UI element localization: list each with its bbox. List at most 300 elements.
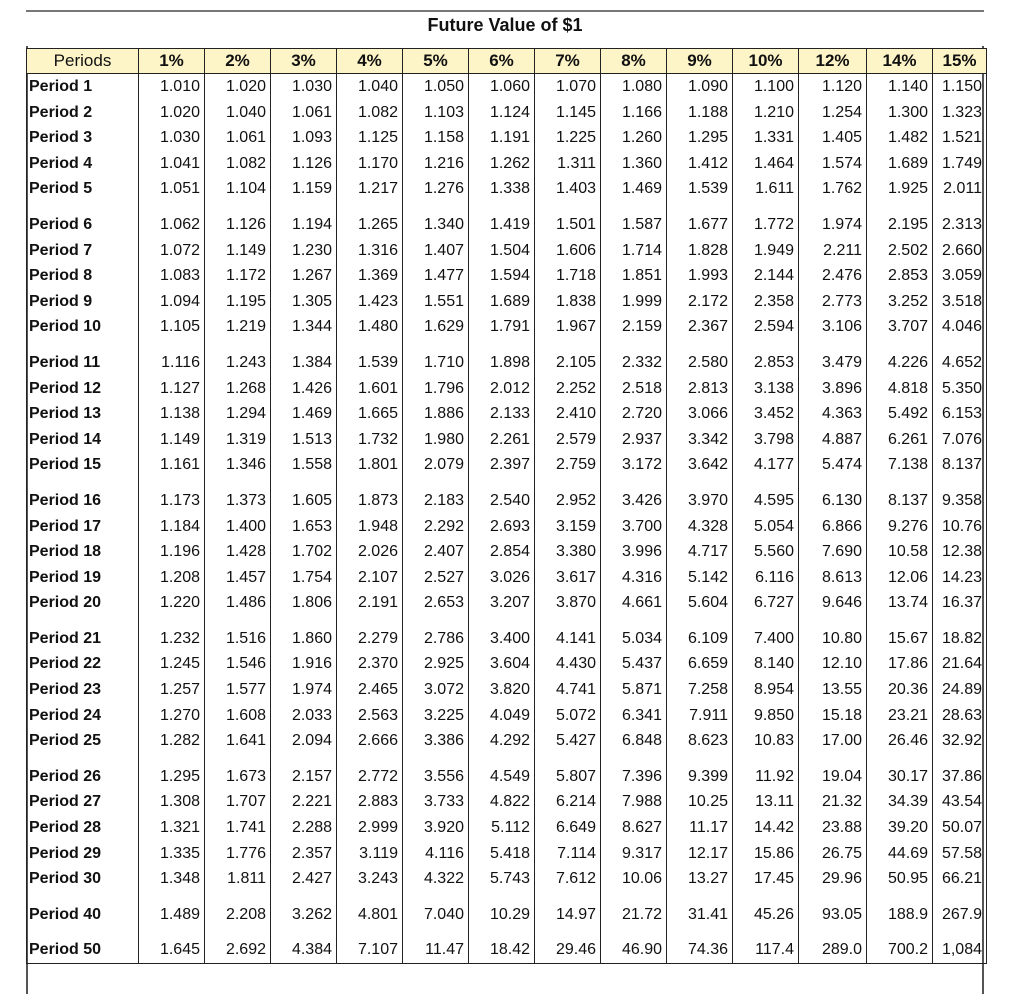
value-cell: 2.159 — [601, 314, 667, 340]
value-cell: 1.041 — [139, 151, 205, 177]
value-cell: 1.594 — [469, 263, 535, 289]
column-header-rate: 12% — [799, 49, 867, 74]
value-cell: 2.579 — [535, 427, 601, 453]
value-cell: 2.191 — [337, 590, 403, 616]
value-cell: 15.18 — [799, 703, 867, 729]
value-cell: 1.173 — [139, 478, 205, 514]
value-cell: 21.32 — [799, 789, 867, 815]
value-cell: 1.762 — [799, 176, 867, 202]
value-cell: 2.211 — [799, 238, 867, 264]
value-cell: 14.23 — [933, 565, 987, 591]
value-cell: 3.207 — [469, 590, 535, 616]
value-cell: 2.952 — [535, 478, 601, 514]
value-cell: 1.791 — [469, 314, 535, 340]
value-cell: 267.9 — [933, 892, 987, 928]
value-cell: 1.082 — [337, 100, 403, 126]
value-cell: 3.252 — [867, 289, 933, 315]
value-cell: 2.427 — [271, 866, 337, 892]
value-cell: 3.380 — [535, 539, 601, 565]
value-cell: 2.540 — [469, 478, 535, 514]
value-cell: 50.07 — [933, 815, 987, 841]
value-cell: 1.608 — [205, 703, 271, 729]
value-cell: 1.126 — [205, 202, 271, 238]
value-cell: 1.170 — [337, 151, 403, 177]
table-row — [27, 539, 987, 565]
value-cell: 1.316 — [337, 238, 403, 264]
header-row — [27, 49, 987, 74]
value-cell: 5.474 — [799, 452, 867, 478]
value-cell: 1.419 — [469, 202, 535, 238]
value-cell: 6.649 — [535, 815, 601, 841]
value-cell: 1.373 — [205, 478, 271, 514]
value-cell: 1.191 — [469, 125, 535, 151]
value-cell: 1.898 — [469, 340, 535, 376]
value-cell: 1.093 — [271, 125, 337, 151]
table-body — [27, 74, 987, 964]
value-cell: 1.811 — [205, 866, 271, 892]
value-cell: 4.661 — [601, 590, 667, 616]
value-cell: 1.282 — [139, 728, 205, 754]
value-cell: 7.107 — [337, 927, 403, 963]
value-cell: 3.426 — [601, 478, 667, 514]
value-cell: 1.772 — [733, 202, 799, 238]
value-cell: 12.10 — [799, 651, 867, 677]
value-cell: 6.866 — [799, 514, 867, 540]
row-label: Period 13 — [27, 401, 139, 427]
table-row — [27, 514, 987, 540]
column-header-rate: 3% — [271, 49, 337, 74]
value-cell: 3.798 — [733, 427, 799, 453]
value-cell: 2.208 — [205, 892, 271, 928]
value-cell: 7.988 — [601, 789, 667, 815]
value-cell: 1.828 — [667, 238, 733, 264]
value-cell: 3.820 — [469, 677, 535, 703]
value-cell: 1.061 — [205, 125, 271, 151]
value-cell: 2.854 — [469, 539, 535, 565]
value-cell: 1.104 — [205, 176, 271, 202]
value-cell: 1.196 — [139, 539, 205, 565]
value-cell: 1.741 — [205, 815, 271, 841]
value-cell: 2.133 — [469, 401, 535, 427]
value-cell: 9.646 — [799, 590, 867, 616]
value-cell: 2.144 — [733, 263, 799, 289]
value-cell: 1.262 — [469, 151, 535, 177]
value-cell: 7.911 — [667, 703, 733, 729]
row-label: Period 10 — [27, 314, 139, 340]
value-cell: 4.292 — [469, 728, 535, 754]
value-cell: 8.613 — [799, 565, 867, 591]
value-cell: 1.219 — [205, 314, 271, 340]
value-cell: 4.328 — [667, 514, 733, 540]
value-cell: 39.20 — [867, 815, 933, 841]
value-cell: 1.707 — [205, 789, 271, 815]
value-cell: 1.149 — [205, 238, 271, 264]
value-cell: 1.702 — [271, 539, 337, 565]
future-value-table — [26, 48, 987, 964]
value-cell: 30.17 — [867, 754, 933, 790]
column-header-rate: 2% — [205, 49, 271, 74]
value-cell: 8.137 — [867, 478, 933, 514]
value-cell: 4.049 — [469, 703, 535, 729]
row-label: Period 16 — [27, 478, 139, 514]
value-cell: 3.225 — [403, 703, 469, 729]
value-cell: 29.46 — [535, 927, 601, 963]
value-cell: 5.418 — [469, 841, 535, 867]
value-cell: 15.67 — [867, 616, 933, 652]
value-cell: 1.710 — [403, 340, 469, 376]
value-cell: 2.026 — [337, 539, 403, 565]
row-label: Period 19 — [27, 565, 139, 591]
column-header-rate: 14% — [867, 49, 933, 74]
value-cell: 1.489 — [139, 892, 205, 928]
value-cell: 11.17 — [667, 815, 733, 841]
value-cell: 9.317 — [601, 841, 667, 867]
value-cell: 5.072 — [535, 703, 601, 729]
value-cell: 2.693 — [469, 514, 535, 540]
value-cell: 9.358 — [933, 478, 987, 514]
value-cell: 3.920 — [403, 815, 469, 841]
table-row — [27, 651, 987, 677]
value-cell: 1.539 — [667, 176, 733, 202]
value-cell: 15.86 — [733, 841, 799, 867]
value-cell: 289.0 — [799, 927, 867, 963]
value-cell: 1.344 — [271, 314, 337, 340]
value-cell: 1.265 — [337, 202, 403, 238]
value-cell: 2.786 — [403, 616, 469, 652]
table-row — [27, 289, 987, 315]
value-cell: 46.90 — [601, 927, 667, 963]
value-cell: 2.853 — [733, 340, 799, 376]
value-cell: 5.034 — [601, 616, 667, 652]
value-cell: 3.072 — [403, 677, 469, 703]
value-cell: 3.479 — [799, 340, 867, 376]
page-title: Future Value of $1 — [427, 15, 583, 35]
value-cell: 1.606 — [535, 238, 601, 264]
value-cell: 1.546 — [205, 651, 271, 677]
column-header-rate: 15% — [933, 49, 987, 74]
value-cell: 4.177 — [733, 452, 799, 478]
value-cell: 2.195 — [867, 202, 933, 238]
value-cell: 6.727 — [733, 590, 799, 616]
value-cell: 1.860 — [271, 616, 337, 652]
value-cell: 5.604 — [667, 590, 733, 616]
value-cell: 1.188 — [667, 100, 733, 126]
row-label: Period 1 — [27, 74, 139, 100]
value-cell: 1.504 — [469, 238, 535, 264]
value-cell: 1.138 — [139, 401, 205, 427]
column-header-rate: 5% — [403, 49, 469, 74]
value-cell: 1.645 — [139, 927, 205, 963]
value-cell: 2.332 — [601, 340, 667, 376]
value-cell: 1.974 — [271, 677, 337, 703]
value-cell: 10.83 — [733, 728, 799, 754]
value-cell: 2.563 — [337, 703, 403, 729]
value-cell: 1.806 — [271, 590, 337, 616]
value-cell: 7.612 — [535, 866, 601, 892]
value-cell: 2.367 — [667, 314, 733, 340]
value-cell: 4.226 — [867, 340, 933, 376]
value-cell: 2.370 — [337, 651, 403, 677]
value-cell: 6.153 — [933, 401, 987, 427]
value-cell: 1.601 — [337, 376, 403, 402]
value-cell: 1.230 — [271, 238, 337, 264]
value-cell: 6.261 — [867, 427, 933, 453]
row-label: Period 2 — [27, 100, 139, 126]
value-cell: 7.076 — [933, 427, 987, 453]
row-label: Period 3 — [27, 125, 139, 151]
value-cell: 11.47 — [403, 927, 469, 963]
value-cell: 3.556 — [403, 754, 469, 790]
value-cell: 3.642 — [667, 452, 733, 478]
value-cell: 3.996 — [601, 539, 667, 565]
value-cell: 7.138 — [867, 452, 933, 478]
value-cell: 4.818 — [867, 376, 933, 402]
value-cell: 4.887 — [799, 427, 867, 453]
value-cell: 1.689 — [469, 289, 535, 315]
value-cell: 1.319 — [205, 427, 271, 453]
row-label: Period 15 — [27, 452, 139, 478]
value-cell: 1.216 — [403, 151, 469, 177]
table-row — [27, 74, 987, 100]
value-cell: 7.114 — [535, 841, 601, 867]
value-cell: 1.641 — [205, 728, 271, 754]
column-header-rate: 7% — [535, 49, 601, 74]
row-label: Period 29 — [27, 841, 139, 867]
value-cell: 1.172 — [205, 263, 271, 289]
value-cell: 28.63 — [933, 703, 987, 729]
value-cell: 3.066 — [667, 401, 733, 427]
value-cell: 1.405 — [799, 125, 867, 151]
value-cell: 2.660 — [933, 238, 987, 264]
value-cell: 1.051 — [139, 176, 205, 202]
value-cell: 4.430 — [535, 651, 601, 677]
value-cell: 1.254 — [799, 100, 867, 126]
value-cell: 1.949 — [733, 238, 799, 264]
value-cell: 7.258 — [667, 677, 733, 703]
value-cell: 2.773 — [799, 289, 867, 315]
value-cell: 1.061 — [271, 100, 337, 126]
value-cell: 7.396 — [601, 754, 667, 790]
column-header-rate: 6% — [469, 49, 535, 74]
value-cell: 12.06 — [867, 565, 933, 591]
value-cell: 1.796 — [403, 376, 469, 402]
value-cell: 1.754 — [271, 565, 337, 591]
value-cell: 5.112 — [469, 815, 535, 841]
value-cell: 5.054 — [733, 514, 799, 540]
value-cell: 2.925 — [403, 651, 469, 677]
value-cell: 26.46 — [867, 728, 933, 754]
table-row — [27, 176, 987, 202]
value-cell: 3.617 — [535, 565, 601, 591]
value-cell: 5.142 — [667, 565, 733, 591]
value-cell: 1.993 — [667, 263, 733, 289]
value-cell: 1.040 — [337, 74, 403, 100]
value-cell: 2.288 — [271, 815, 337, 841]
value-cell: 1.308 — [139, 789, 205, 815]
value-cell: 1.158 — [403, 125, 469, 151]
value-cell: 3.518 — [933, 289, 987, 315]
value-cell: 1.457 — [205, 565, 271, 591]
value-cell: 3.896 — [799, 376, 867, 402]
value-cell: 2.527 — [403, 565, 469, 591]
value-cell: 1.243 — [205, 340, 271, 376]
value-cell: 45.26 — [733, 892, 799, 928]
row-label: Period 23 — [27, 677, 139, 703]
value-cell: 1.220 — [139, 590, 205, 616]
value-cell: 37.86 — [933, 754, 987, 790]
table-row — [27, 238, 987, 264]
value-cell: 1.412 — [667, 151, 733, 177]
value-cell: 3.707 — [867, 314, 933, 340]
value-cell: 1.369 — [337, 263, 403, 289]
table-row — [27, 927, 987, 963]
row-label: Period 40 — [27, 892, 139, 928]
value-cell: 1.426 — [271, 376, 337, 402]
value-cell: 1.010 — [139, 74, 205, 100]
value-cell: 2.157 — [271, 754, 337, 790]
value-cell: 5.871 — [601, 677, 667, 703]
value-cell: 2.313 — [933, 202, 987, 238]
value-cell: 6.109 — [667, 616, 733, 652]
value-cell: 4.801 — [337, 892, 403, 928]
row-label: Period 27 — [27, 789, 139, 815]
value-cell: 5.560 — [733, 539, 799, 565]
table-row — [27, 728, 987, 754]
value-cell: 6.116 — [733, 565, 799, 591]
value-cell: 4.549 — [469, 754, 535, 790]
value-cell: 3.733 — [403, 789, 469, 815]
value-cell: 10.80 — [799, 616, 867, 652]
value-cell: 5.350 — [933, 376, 987, 402]
value-cell: 29.96 — [799, 866, 867, 892]
value-cell: 1.030 — [271, 74, 337, 100]
value-cell: 1.225 — [535, 125, 601, 151]
value-cell: 2.357 — [271, 841, 337, 867]
row-label: Period 24 — [27, 703, 139, 729]
value-cell: 3.026 — [469, 565, 535, 591]
value-cell: 1.105 — [139, 314, 205, 340]
value-cell: 4.316 — [601, 565, 667, 591]
value-cell: 1.513 — [271, 427, 337, 453]
row-label: Period 14 — [27, 427, 139, 453]
value-cell: 50.95 — [867, 866, 933, 892]
value-cell: 1.346 — [205, 452, 271, 478]
value-cell: 700.2 — [867, 927, 933, 963]
value-cell: 1.294 — [205, 401, 271, 427]
column-header-periods: Periods — [27, 49, 139, 74]
value-cell: 1.480 — [337, 314, 403, 340]
value-cell: 1.838 — [535, 289, 601, 315]
value-cell: 8.627 — [601, 815, 667, 841]
value-cell: 1.558 — [271, 452, 337, 478]
table-row — [27, 590, 987, 616]
value-cell: 1.072 — [139, 238, 205, 264]
value-cell: 3.159 — [535, 514, 601, 540]
value-cell: 2.692 — [205, 927, 271, 963]
value-cell: 13.74 — [867, 590, 933, 616]
value-cell: 16.37 — [933, 590, 987, 616]
value-cell: 1.689 — [867, 151, 933, 177]
value-cell: 4.046 — [933, 314, 987, 340]
value-cell: 2.410 — [535, 401, 601, 427]
value-cell: 1,084 — [933, 927, 987, 963]
value-cell: 1.267 — [271, 263, 337, 289]
table-row — [27, 703, 987, 729]
table-row — [27, 789, 987, 815]
value-cell: 5.743 — [469, 866, 535, 892]
value-cell: 3.138 — [733, 376, 799, 402]
value-cell: 2.105 — [535, 340, 601, 376]
value-cell: 1.020 — [139, 100, 205, 126]
table-row — [27, 100, 987, 126]
value-cell: 10.76 — [933, 514, 987, 540]
value-cell: 1.360 — [601, 151, 667, 177]
value-cell: 1.428 — [205, 539, 271, 565]
value-cell: 2.853 — [867, 263, 933, 289]
value-cell: 3.604 — [469, 651, 535, 677]
value-cell: 6.130 — [799, 478, 867, 514]
row-label: Period 26 — [27, 754, 139, 790]
value-cell: 1.166 — [601, 100, 667, 126]
value-cell: 1.407 — [403, 238, 469, 264]
value-cell: 1.967 — [535, 314, 601, 340]
value-cell: 17.45 — [733, 866, 799, 892]
value-cell: 1.100 — [733, 74, 799, 100]
value-cell: 2.653 — [403, 590, 469, 616]
value-cell: 13.27 — [667, 866, 733, 892]
value-cell: 1.925 — [867, 176, 933, 202]
value-cell: 3.262 — [271, 892, 337, 928]
value-cell: 1.477 — [403, 263, 469, 289]
value-cell: 1.539 — [337, 340, 403, 376]
value-cell: 21.64 — [933, 651, 987, 677]
value-cell: 1.851 — [601, 263, 667, 289]
row-label: Period 30 — [27, 866, 139, 892]
value-cell: 12.17 — [667, 841, 733, 867]
value-cell: 2.580 — [667, 340, 733, 376]
value-cell: 19.04 — [799, 754, 867, 790]
value-cell: 5.492 — [867, 401, 933, 427]
row-label: Period 20 — [27, 590, 139, 616]
value-cell: 2.999 — [337, 815, 403, 841]
value-cell: 1.423 — [337, 289, 403, 315]
value-cell: 2.358 — [733, 289, 799, 315]
value-cell: 26.75 — [799, 841, 867, 867]
value-cell: 4.741 — [535, 677, 601, 703]
column-header-rate: 10% — [733, 49, 799, 74]
value-cell: 1.145 — [535, 100, 601, 126]
value-cell: 1.464 — [733, 151, 799, 177]
value-cell: 1.331 — [733, 125, 799, 151]
value-cell: 2.883 — [337, 789, 403, 815]
table-row — [27, 754, 987, 790]
value-cell: 3.106 — [799, 314, 867, 340]
value-cell: 1.886 — [403, 401, 469, 427]
value-cell: 4.322 — [403, 866, 469, 892]
column-header-rate: 9% — [667, 49, 733, 74]
value-cell: 17.00 — [799, 728, 867, 754]
value-cell: 2.666 — [337, 728, 403, 754]
value-cell: 14.97 — [535, 892, 601, 928]
table-row — [27, 452, 987, 478]
value-cell: 1.149 — [139, 427, 205, 453]
value-cell: 17.86 — [867, 651, 933, 677]
value-cell: 8.137 — [933, 452, 987, 478]
value-cell: 1.776 — [205, 841, 271, 867]
value-cell: 1.338 — [469, 176, 535, 202]
value-cell: 2.407 — [403, 539, 469, 565]
value-cell: 10.25 — [667, 789, 733, 815]
